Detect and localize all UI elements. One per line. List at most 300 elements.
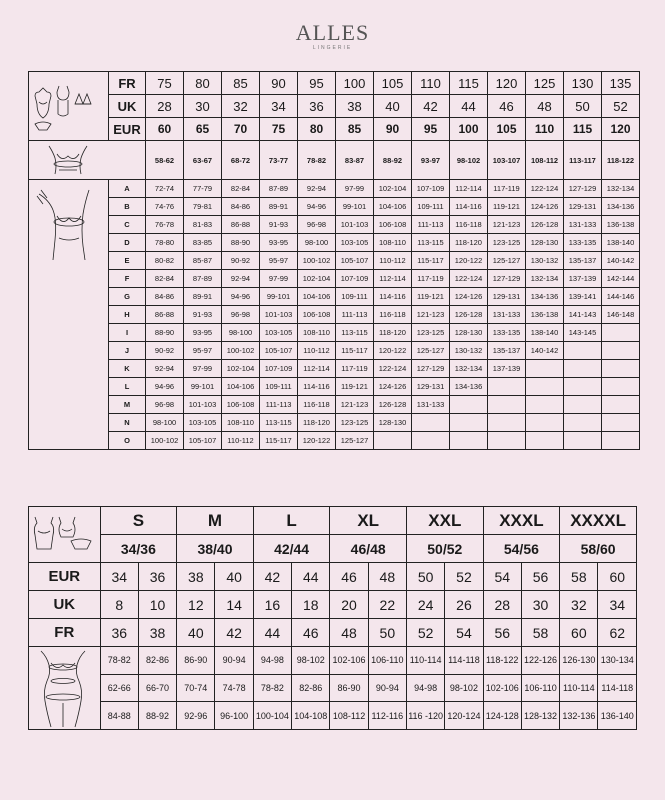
measurement-range: 124-128 (483, 702, 521, 730)
bust-range: 84-86 (146, 288, 184, 306)
bust-range: 119-121 (412, 288, 450, 306)
size-value: 90 (260, 72, 298, 95)
apparel-size-table (28, 506, 637, 730)
size-value: 95 (412, 118, 450, 141)
size-value: 90 (374, 118, 412, 141)
row-label: FR (109, 72, 146, 95)
size-value: 38 (336, 95, 374, 118)
bust-range: 99-101 (336, 198, 374, 216)
bust-range: 119-121 (336, 378, 374, 396)
bust-icon-cell (29, 180, 109, 450)
bust-range: 125-127 (336, 432, 374, 450)
bust-range (526, 360, 564, 378)
size-value: 44 (450, 95, 488, 118)
bust-range: 103-105 (260, 324, 298, 342)
size-value: 14 (215, 591, 253, 619)
brand-logo (0, 22, 665, 51)
bust-range: 128-130 (374, 414, 412, 432)
bust-measure-icon (29, 180, 107, 270)
size-value: 120 (488, 72, 526, 95)
bust-range: 119-121 (488, 198, 526, 216)
bust-range: 100-102 (146, 432, 184, 450)
apparel-set-icon (29, 511, 97, 559)
size-value: 36 (138, 563, 176, 591)
bust-range: 81-83 (184, 216, 222, 234)
underbust-range: 103-107 (488, 141, 526, 180)
bust-range: 109-111 (336, 288, 374, 306)
bust-range (488, 414, 526, 432)
size-value: 28 (483, 591, 521, 619)
size-value: 75 (146, 72, 184, 95)
bust-range: 106-108 (222, 396, 260, 414)
measurement-range: 70-74 (177, 674, 215, 702)
bust-range (412, 432, 450, 450)
size-value: 34 (598, 591, 637, 619)
bust-range: 127-129 (488, 270, 526, 288)
bust-range: 124-126 (374, 378, 412, 396)
cup-row (29, 360, 640, 378)
bust-range: 128-130 (450, 324, 488, 342)
size-value: 48 (330, 619, 368, 647)
bust-range: 125-127 (412, 342, 450, 360)
bust-range: 138-140 (526, 324, 564, 342)
measurement-range: 126-130 (560, 647, 598, 675)
bust-range: 99-101 (260, 288, 298, 306)
size-value: 125 (526, 72, 564, 95)
size-value: 18 (292, 591, 330, 619)
cup-label: F (109, 270, 146, 288)
body-measure-icon (29, 647, 97, 729)
bust-range: 86-88 (222, 216, 260, 234)
bust-range: 112-114 (298, 360, 336, 378)
size-value: 54 (445, 619, 483, 647)
measurement-range: 62-66 (100, 674, 138, 702)
bust-range: 101-103 (260, 306, 298, 324)
bust-range: 106-108 (298, 306, 336, 324)
size-value: 50 (407, 563, 445, 591)
cup-row (29, 234, 640, 252)
size-value: 44 (292, 563, 330, 591)
size-value: 135 (602, 72, 640, 95)
size-value: 80 (184, 72, 222, 95)
size-value: 36 (298, 95, 336, 118)
measurement-range: 114-118 (598, 674, 637, 702)
measurement-range: 114-118 (445, 647, 483, 675)
bust-range: 124-126 (526, 198, 564, 216)
measurement-range: 128-132 (521, 702, 559, 730)
measurement-range: 66-70 (138, 674, 176, 702)
underbust-range: 118-122 (602, 141, 640, 180)
size-value: 110 (412, 72, 450, 95)
bust-range: 123-125 (336, 414, 374, 432)
size-value: 16 (253, 591, 291, 619)
bust-range: 118-120 (450, 234, 488, 252)
measurement-range: 88-92 (138, 702, 176, 730)
bust-range: 146-148 (602, 306, 640, 324)
underbust-range: 108-112 (526, 141, 564, 180)
bust-range (602, 324, 640, 342)
underbust-range: 68-72 (222, 141, 260, 180)
size-value: 26 (445, 591, 483, 619)
size-value: 85 (336, 118, 374, 141)
size-value: 34 (260, 95, 298, 118)
bust-range: 123-125 (488, 234, 526, 252)
bust-range: 135-137 (488, 342, 526, 360)
cup-label: J (109, 342, 146, 360)
size-value: 48 (526, 95, 564, 118)
bust-range: 129-131 (412, 378, 450, 396)
size-value: 42 (215, 619, 253, 647)
bust-range: 93-95 (260, 234, 298, 252)
bust-range (526, 432, 564, 450)
bust-range: 122-124 (526, 180, 564, 198)
bust-range: 97-99 (336, 180, 374, 198)
bust-range: 95-97 (260, 252, 298, 270)
bust-range: 132-134 (602, 180, 640, 198)
size-value: 38 (138, 619, 176, 647)
cup-row (29, 216, 640, 234)
measurement-range: 98-102 (445, 674, 483, 702)
size-value: 70 (222, 118, 260, 141)
size-value: 42 (412, 95, 450, 118)
cup-row (29, 378, 640, 396)
cup-row (29, 306, 640, 324)
bust-range: 116-118 (374, 306, 412, 324)
bust-range: 140-142 (526, 342, 564, 360)
measurement-range: 78-82 (253, 674, 291, 702)
bust-range: 111-113 (336, 306, 374, 324)
size-value: 58 (560, 563, 598, 591)
measurement-range: 122-126 (521, 647, 559, 675)
apparel-size-row (29, 619, 637, 647)
size-value: 24 (407, 591, 445, 619)
apparel-size-row (29, 591, 637, 619)
size-value: 65 (184, 118, 222, 141)
cup-row (29, 342, 640, 360)
size-value: 28 (146, 95, 184, 118)
bust-range (564, 414, 602, 432)
letter-size: L (253, 507, 330, 535)
bust-range: 117-119 (336, 360, 374, 378)
bust-range: 125-127 (488, 252, 526, 270)
letter-size: S (100, 507, 177, 535)
bust-range: 112-114 (374, 270, 412, 288)
size-value: 105 (374, 72, 412, 95)
cup-label: C (109, 216, 146, 234)
measurement-range: 90-94 (368, 674, 406, 702)
bust-range (488, 396, 526, 414)
bust-range: 96-98 (146, 396, 184, 414)
measurement-row (29, 647, 637, 675)
size-value: 30 (184, 95, 222, 118)
letter-size: XXL (407, 507, 484, 535)
size-value: 100 (336, 72, 374, 95)
bust-range: 102-104 (374, 180, 412, 198)
size-pair: 42/44 (253, 535, 330, 563)
bust-range: 106-108 (374, 216, 412, 234)
bust-range: 122-124 (450, 270, 488, 288)
measurement-row (29, 702, 637, 730)
bust-range: 78-80 (146, 234, 184, 252)
size-value: 75 (260, 118, 298, 141)
cup-row (29, 414, 640, 432)
cup-row (29, 288, 640, 306)
bust-range: 109-111 (260, 378, 298, 396)
bust-range: 115-117 (336, 342, 374, 360)
letter-size: M (177, 507, 254, 535)
bust-range: 133-135 (564, 234, 602, 252)
bust-range: 144-146 (602, 288, 640, 306)
row-label: UK (29, 591, 101, 619)
measurement-range: 108-112 (330, 702, 368, 730)
measurement-range: 106-110 (521, 674, 559, 702)
bust-range: 113-115 (260, 414, 298, 432)
bust-range: 131-133 (488, 306, 526, 324)
bust-range (564, 360, 602, 378)
bust-range: 89-91 (184, 288, 222, 306)
bust-range (602, 378, 640, 396)
bust-range: 103-105 (184, 414, 222, 432)
letter-size: XL (330, 507, 407, 535)
bust-range: 82-84 (146, 270, 184, 288)
size-value: 60 (146, 118, 184, 141)
bust-range: 98-100 (146, 414, 184, 432)
bust-range: 108-110 (222, 414, 260, 432)
underbust-range: 83-87 (336, 141, 374, 180)
bust-range: 131-133 (564, 216, 602, 234)
bra-icon-cell (29, 72, 109, 141)
bust-range (602, 432, 640, 450)
measurement-range: 100-104 (253, 702, 291, 730)
bust-range: 108-110 (374, 234, 412, 252)
bust-range: 135-137 (564, 252, 602, 270)
bust-range: 142-144 (602, 270, 640, 288)
measurement-range: 90-94 (215, 647, 253, 675)
size-value: 52 (407, 619, 445, 647)
bust-range: 104-106 (222, 378, 260, 396)
bust-range: 133-135 (488, 324, 526, 342)
measurement-range: 104-108 (292, 702, 330, 730)
measurement-row (29, 674, 637, 702)
letter-size: XXXXL (560, 507, 637, 535)
bust-range: 143-145 (564, 324, 602, 342)
bust-range (602, 396, 640, 414)
bust-range: 110-112 (374, 252, 412, 270)
bust-range: 92-94 (146, 360, 184, 378)
bust-range: 111-113 (412, 216, 450, 234)
bust-range: 116-118 (298, 396, 336, 414)
size-value: 10 (138, 591, 176, 619)
underbust-icon-cell (29, 141, 146, 180)
bust-range: 114-116 (450, 198, 488, 216)
bust-range: 132-134 (450, 360, 488, 378)
bust-range (526, 414, 564, 432)
underbust-range: 93-97 (412, 141, 450, 180)
size-pair: 34/36 (100, 535, 177, 563)
bust-range: 117-119 (488, 180, 526, 198)
bust-range: 134-136 (526, 288, 564, 306)
measurement-range: 110-114 (560, 674, 598, 702)
row-label: FR (29, 619, 101, 647)
measurement-range: 106-110 (368, 647, 406, 675)
size-value: 38 (177, 563, 215, 591)
size-value: 46 (292, 619, 330, 647)
bust-range (602, 342, 640, 360)
bust-range (488, 378, 526, 396)
size-value: 20 (330, 591, 368, 619)
bust-range: 90-92 (222, 252, 260, 270)
bust-range: 94-96 (146, 378, 184, 396)
bust-range: 115-117 (260, 432, 298, 450)
size-value: 105 (488, 118, 526, 141)
bust-range (564, 342, 602, 360)
bust-range: 84-86 (222, 198, 260, 216)
size-value: 48 (368, 563, 406, 591)
bust-range (450, 396, 488, 414)
measurement-range: 118-122 (483, 647, 521, 675)
bust-range: 127-129 (412, 360, 450, 378)
bust-range (526, 396, 564, 414)
underbust-measure-icon (29, 142, 107, 178)
bust-range: 107-109 (260, 360, 298, 378)
underbust-row (29, 141, 640, 180)
cup-label: O (109, 432, 146, 450)
underbust-range: 88-92 (374, 141, 412, 180)
bust-range: 74-76 (146, 198, 184, 216)
bust-range: 107-109 (412, 180, 450, 198)
size-value: 32 (222, 95, 260, 118)
bust-range: 108-110 (298, 324, 336, 342)
size-value: 60 (598, 563, 637, 591)
measurement-range: 116 -120 (407, 702, 445, 730)
cup-row (29, 270, 640, 288)
bust-range: 85-87 (184, 252, 222, 270)
bust-range: 126-128 (374, 396, 412, 414)
bust-range (488, 432, 526, 450)
size-pair: 54/56 (483, 535, 560, 563)
size-value: 80 (298, 118, 336, 141)
bust-range: 129-131 (564, 198, 602, 216)
measurement-range: 78-82 (100, 647, 138, 675)
bust-range: 91-93 (260, 216, 298, 234)
bust-range: 121-123 (336, 396, 374, 414)
size-pair: 46/48 (330, 535, 407, 563)
bust-range: 110-112 (222, 432, 260, 450)
bust-range: 87-89 (184, 270, 222, 288)
bust-range: 92-94 (222, 270, 260, 288)
measurement-range: 96-100 (215, 702, 253, 730)
cup-label: D (109, 234, 146, 252)
bust-range: 77-79 (184, 180, 222, 198)
size-value: 56 (483, 619, 521, 647)
measurement-range: 98-102 (292, 647, 330, 675)
size-value: 12 (177, 591, 215, 619)
bust-range: 104-106 (298, 288, 336, 306)
bust-range: 114-116 (298, 378, 336, 396)
bust-range: 126-128 (450, 306, 488, 324)
bust-range: 120-122 (450, 252, 488, 270)
bust-range: 122-124 (374, 360, 412, 378)
bust-range: 86-88 (146, 306, 184, 324)
cup-label: B (109, 198, 146, 216)
bust-range: 128-130 (526, 234, 564, 252)
bust-range: 134-136 (450, 378, 488, 396)
bust-range: 101-103 (336, 216, 374, 234)
bust-range: 137-139 (488, 360, 526, 378)
measurement-range: 94-98 (253, 647, 291, 675)
cup-label: H (109, 306, 146, 324)
bust-range: 98-100 (222, 324, 260, 342)
bust-range: 141-143 (564, 306, 602, 324)
bust-range: 140-142 (602, 252, 640, 270)
measurement-range: 82-86 (292, 674, 330, 702)
bust-range: 82-84 (222, 180, 260, 198)
brand-tagline: LINGERIE (312, 45, 353, 51)
size-value: 36 (100, 619, 138, 647)
size-value: 115 (564, 118, 602, 141)
bust-range: 139-141 (564, 288, 602, 306)
size-value: 34 (100, 563, 138, 591)
size-value: 40 (215, 563, 253, 591)
bust-range: 110-112 (298, 342, 336, 360)
cup-row (29, 432, 640, 450)
size-value: 46 (488, 95, 526, 118)
size-pair: 58/60 (560, 535, 637, 563)
size-pair: 50/52 (407, 535, 484, 563)
apparel-icon-cell (29, 507, 101, 563)
size-value: 40 (374, 95, 412, 118)
cup-label: L (109, 378, 146, 396)
cup-row (29, 324, 640, 342)
measurement-range: 110-114 (407, 647, 445, 675)
brand-name: ALLES (295, 20, 370, 45)
bust-range: 92-94 (298, 180, 336, 198)
measurement-range: 136-140 (598, 702, 637, 730)
size-value: 46 (330, 563, 368, 591)
bust-range: 87-89 (260, 180, 298, 198)
bust-range: 126-128 (526, 216, 564, 234)
body-icon-cell (29, 647, 101, 730)
row-label: EUR (109, 118, 146, 141)
bra-header-row (29, 95, 640, 118)
size-value: 52 (445, 563, 483, 591)
bust-range: 88-90 (222, 234, 260, 252)
cup-label: A (109, 180, 146, 198)
bust-range: 104-106 (374, 198, 412, 216)
bra-header-row (29, 118, 640, 141)
bust-range: 99-101 (184, 378, 222, 396)
size-value: 120 (602, 118, 640, 141)
bust-range: 134-136 (602, 198, 640, 216)
size-value: 30 (521, 591, 559, 619)
bust-range: 132-134 (526, 270, 564, 288)
measurement-range: 86-90 (177, 647, 215, 675)
size-pair-row (29, 535, 637, 563)
size-value: 52 (602, 95, 640, 118)
bust-range: 120-122 (298, 432, 336, 450)
size-value: 130 (564, 72, 602, 95)
size-value: 54 (483, 563, 521, 591)
underbust-range: 63-67 (184, 141, 222, 180)
bust-range: 129-131 (488, 288, 526, 306)
bust-range (526, 378, 564, 396)
bust-range: 123-125 (412, 324, 450, 342)
bust-range (564, 396, 602, 414)
bust-range: 130-132 (526, 252, 564, 270)
cup-label: M (109, 396, 146, 414)
bust-range: 116-118 (450, 216, 488, 234)
size-value: 56 (521, 563, 559, 591)
